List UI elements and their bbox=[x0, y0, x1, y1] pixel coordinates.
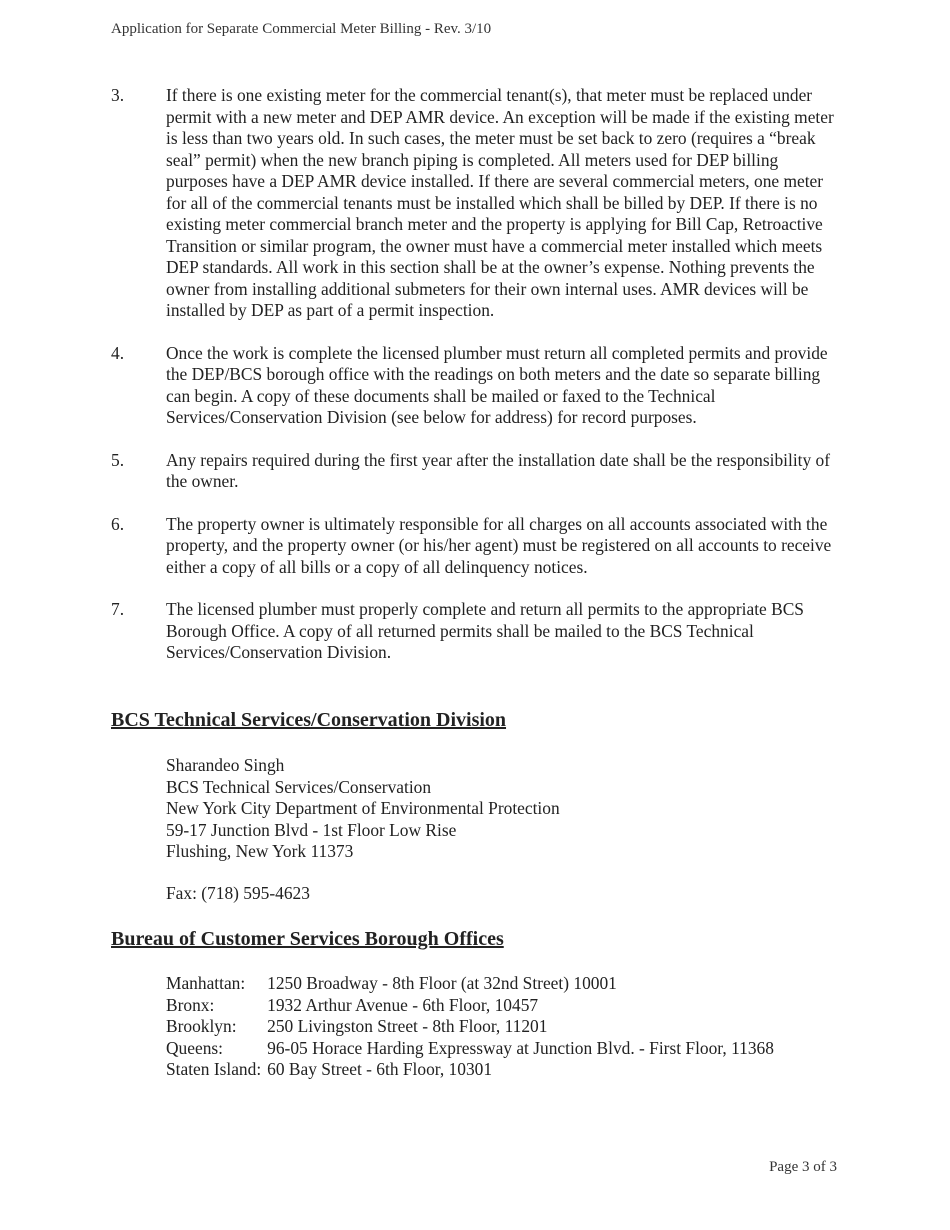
list-item bbox=[111, 85, 841, 322]
list-item bbox=[111, 599, 841, 664]
item-number: 4. bbox=[111, 342, 125, 363]
address-line: 59-17 Junction Blvd - 1st Floor Low Rise bbox=[166, 819, 457, 840]
item-text: The licensed plumber must properly complete and return all permits to the appropriate BCS Borough Office. A copy of all returned permits shall be mailed to the BCS Technical Services/Conservation Division. bbox=[166, 599, 804, 662]
item-text: Once the work is complete the licensed plumber must return all completed permits and provide the DEP/BCS borough office with the readings on both meters and the date so separate billing can begin. A copy of these documents shall be mailed or faxed to the Technical Services/Conservation Division (see below for address) for record purposes. bbox=[166, 342, 828, 427]
table-row bbox=[166, 1016, 774, 1038]
conservation-section-title: BCS Technical Services/Conservation Division bbox=[111, 709, 507, 731]
borough-address: 1250 Broadway - 8th Floor (at 32nd Street) 10001 bbox=[267, 973, 617, 993]
list-item bbox=[111, 343, 841, 429]
borough-offices-table bbox=[166, 973, 774, 1081]
address-line: New York City Department of Environmental Protection bbox=[166, 798, 560, 818]
item-number: 3. bbox=[111, 85, 125, 105]
numbered-list bbox=[111, 85, 841, 685]
item-text: The property owner is ultimately responsible for all charges on all accounts associated with the property, and the property owner (or his/her agent) must be registered on all accounts to receive either a copy of all bills or a copy of all delinquency notices. bbox=[166, 513, 832, 577]
item-number: 7. bbox=[111, 599, 125, 619]
list-item bbox=[111, 450, 841, 493]
borough-name: Bronx: bbox=[166, 994, 215, 1015]
borough-name: Queens: bbox=[166, 1037, 223, 1058]
item-text: If there is one existing meter for the commercial tenant(s), that meter must be replaced under permit with a new meter and DEP AMR device. An exception will be made if the existing meter is less than two years old. In such cases, the meter must be set back to zero (requires a “break seal” permit) when the new branch piping is completed. All meters used for DEP billing purposes have a DEP AMR device installed. If there are several commercial meters, one meter for all of the commercial tenants must be installed which shall be billed by DEP. If there is no existing meter commercial branch meter and the property is applying for Bill Cap, Retroactive Transition or similar program, the owner must have a commercial meter installed which meets DEP standards. All work in this section shall be at the owner’s expense. Nothing prevents the owner from installing additional submeters for their own internal uses. AMR devices will be installed by DEP as part of a permit inspection. bbox=[166, 85, 834, 320]
address-line: Sharandeo Singh bbox=[166, 755, 285, 775]
address-line: Flushing, New York 11373 bbox=[166, 841, 354, 861]
address-line: BCS Technical Services/Conservation bbox=[166, 776, 432, 797]
borough-address: 250 Livingston Street - 8th Floor, 11201 bbox=[267, 1016, 548, 1036]
item-number: 5. bbox=[111, 449, 125, 470]
fax-number: Fax: (718) 595-4623 bbox=[166, 883, 310, 903]
item-number: 6. bbox=[111, 513, 125, 534]
borough-address: 1932 Arthur Avenue - 6th Floor, 10457 bbox=[267, 994, 539, 1015]
page-number: Page 3 of 3 bbox=[769, 1159, 837, 1175]
list-item bbox=[111, 514, 841, 579]
item-text: Any repairs required during the first year after the installation date shall be the responsibility of the owner. bbox=[166, 449, 831, 491]
table-row bbox=[166, 1038, 774, 1060]
borough-address: 60 Bay Street - 6th Floor, 10301 bbox=[267, 1059, 493, 1079]
table-row bbox=[166, 1059, 774, 1081]
table-row bbox=[166, 995, 774, 1017]
borough-name: Staten Island: bbox=[166, 1059, 262, 1079]
table-row bbox=[166, 973, 774, 995]
borough-name: Manhattan: bbox=[166, 973, 246, 993]
document-header: Application for Separate Commercial Meter Billing - Rev. 3/10 bbox=[111, 21, 492, 37]
borough-offices-section-title: Bureau of Customer Services Borough Offices bbox=[111, 928, 504, 950]
borough-address: 96-05 Horace Harding Expressway at Junction Blvd. - First Floor, 11368 bbox=[267, 1037, 774, 1058]
conservation-address bbox=[166, 755, 560, 863]
borough-name: Brooklyn: bbox=[166, 1016, 237, 1036]
